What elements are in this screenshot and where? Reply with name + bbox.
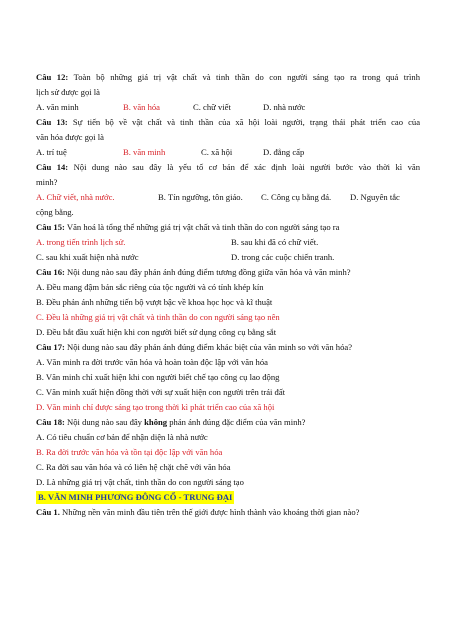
question-15-label: Câu 15:: [36, 222, 65, 232]
question-13-line-2: văn hóa được gọi là: [36, 132, 104, 142]
option-b: B. Đều phản ánh những tiến bộ vượt bậc về khoa học học và kĩ thuật: [36, 297, 273, 307]
option-a: A. Văn minh ra đời trước văn hóa và hoàn toàn độc lập với văn hóa: [36, 357, 268, 367]
option-c: C. Ra đời sau văn hóa và có liên hệ chặt chẽ với văn hóa: [36, 462, 231, 472]
question-16-label: Câu 16:: [36, 267, 65, 277]
option-d: D. Là những giá trị vật chất, tinh thần do con người sáng tạo: [36, 477, 244, 487]
question-15-options-row-1: [36, 235, 420, 250]
option-c: C. chữ viết: [193, 102, 231, 112]
section-heading-row: [36, 490, 420, 505]
option-d-answer: D. Văn minh chỉ được sáng tạo trong thời kì phát triển cao của xã hội: [36, 402, 275, 412]
question-12-line-1: Câu 12: Toàn bộ những giá trị vật chất và tinh thần do con người sáng tạo ra trong quá trình: [36, 72, 420, 82]
option-a: A. Có tiêu chuẩn cơ bản để nhận diện là nhà nước: [36, 432, 208, 442]
question-14-options: [36, 190, 420, 205]
question-12-line-2: lịch sử được gọi là: [36, 87, 100, 97]
question-1-label: Câu 1.: [36, 507, 60, 517]
option-d: D. Nguyên tắc: [350, 192, 400, 202]
option-b-answer: B. Ra đời trước văn hóa và tồn tại độc lập với văn hóa: [36, 447, 223, 457]
option-b: B. sau khi đã có chữ viết.: [231, 237, 319, 247]
option-a-answer: A. trong tiến trình lịch sử.: [36, 237, 126, 247]
option-b: B. Tín ngưỡng, tôn giáo.: [158, 192, 243, 202]
option-d: D. trong các cuộc chiến tranh.: [231, 252, 335, 262]
option-a-answer: A. Chữ viết, nhà nước.: [36, 192, 115, 202]
question-13-options: [36, 145, 420, 160]
option-d: D. đẳng cấp: [263, 147, 305, 157]
option-c: C. Công cụ bằng đá.: [261, 192, 332, 202]
question-1-line-1: Câu 1. Những nền văn minh đầu tiên trên thế giới được hình thành vào khoảng thời gian nào?: [36, 507, 360, 517]
option-c-answer: C. Đều là những giá trị vật chất và tinh thần do con người sáng tạo nên: [36, 312, 280, 322]
question-12-label: Câu 12:: [36, 72, 69, 82]
option-d: D. Đều bắt đầu xuất hiện khi con người biết sử dụng công cụ bằng sắt: [36, 327, 277, 337]
option-c: C. Văn minh xuất hiện đồng thời với sự xuất hiện con người trên trái đất: [36, 387, 286, 397]
question-14-label: Câu 14:: [36, 162, 69, 172]
question-17-line-1: Câu 17: Nội dung nào sau đây phản ánh đúng điểm khác biệt của văn minh so với văn hóa?: [36, 342, 353, 352]
option-a: A. Đều mang đậm bản sắc riêng của tộc người và có tính khép kín: [36, 282, 264, 292]
section-heading: B. VĂN MINH PHƯƠNG ĐÔNG CỔ - TRUNG ĐẠI: [38, 492, 233, 502]
option-c: C. xã hội: [201, 147, 233, 157]
question-18-line-1: Câu 18: Nội dung nào sau đây không phản ánh đúng đặc điểm của văn minh?: [36, 417, 306, 427]
option-c: C. sau khi xuất hiện nhà nước: [36, 252, 139, 262]
question-content: [36, 70, 420, 520]
question-18-label: Câu 18:: [36, 417, 65, 427]
question-16-line-1: Câu 16: Nội dung nào sau đây phản ánh đúng điểm tương đồng giữa văn hóa và văn minh?: [36, 267, 351, 277]
question-15-line-1: Câu 15: Văn hoá là tổng thể những giá trị vật chất và tinh thần do con người sáng tạo ra: [36, 222, 340, 232]
option-b: B. Văn minh chỉ xuất hiện khi con người biết chế tạo công cụ lao động: [36, 372, 280, 382]
question-12-options: [36, 100, 420, 115]
question-17-label: Câu 17:: [36, 342, 65, 352]
option-d: D. nhà nước: [263, 102, 306, 112]
option-a: A. văn minh: [36, 102, 79, 112]
option-b-answer: B. văn hóa: [123, 102, 160, 112]
question-14-line-2: minh?: [36, 177, 58, 187]
emphasis-khong: không: [144, 417, 168, 427]
option-b-answer: B. văn minh: [123, 147, 166, 157]
question-15-options-row-2: [36, 250, 420, 265]
question-13-line-1: Câu 13: Sự tiến bộ về vật chất và tinh thần của xã hội loài người, trạng thái phát triển cao của: [36, 117, 421, 127]
question-14-line-1: Câu 14: Nội dung nào sau đây là yếu tố cơ bản để xác định loài người bước vào thời kì văn: [36, 162, 420, 172]
option-a: A. trí tuệ: [36, 147, 67, 157]
question-14-option-d-continued: cộng bằng.: [36, 207, 74, 217]
question-13-label: Câu 13:: [36, 117, 68, 127]
